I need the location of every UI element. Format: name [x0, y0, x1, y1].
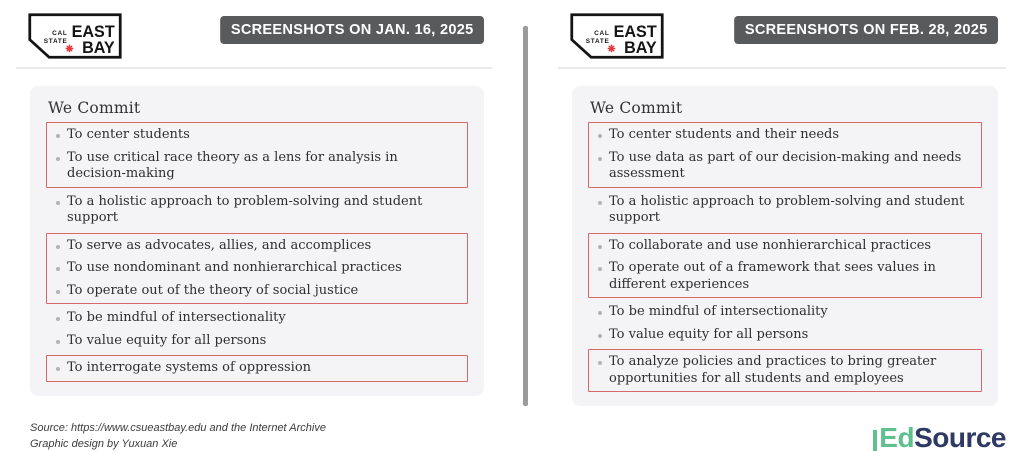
source-line: Source: https://www.csueastbay.edu and the Internet Archive	[30, 422, 326, 434]
bullet-icon	[598, 201, 602, 205]
commit-item-text: To operate out of a framework that sees values in different experiences	[609, 260, 936, 292]
vertical-divider	[523, 26, 528, 406]
panel-header	[16, 12, 494, 60]
commit-list-item	[597, 124, 973, 147]
footer	[0, 406, 1024, 451]
commit-item-text: To operate out of the theory of social justice	[67, 282, 359, 298]
card-heading: We Commit	[590, 99, 683, 117]
bullet-icon	[598, 311, 602, 315]
commit-list-item	[55, 280, 459, 303]
bullet-icon	[598, 134, 602, 138]
commit-item-text: To collaborate and use nonhierarchical practices	[609, 237, 932, 253]
commit-list	[46, 122, 468, 382]
commit-item-text: To be mindful of intersectionality	[609, 304, 828, 319]
highlighted-group	[588, 233, 982, 299]
commit-list-item	[597, 351, 973, 390]
logo-cal-text: CAL	[594, 30, 610, 38]
panel-jan-16	[16, 12, 494, 406]
commit-item-text: To value equity for all persons	[609, 326, 809, 342]
screenshot-date-badge: SCREENSHOTS ON JAN. 16, 2025	[220, 16, 484, 44]
panel-header	[558, 12, 1008, 60]
logo-star-icon	[66, 45, 72, 51]
commit-item-text: To a holistic approach to problem-solving and student support	[67, 193, 423, 225]
cal-state-east-bay-logo	[567, 12, 667, 60]
logo-bay-text: BAY	[82, 39, 115, 58]
commit-list-item	[597, 191, 973, 230]
commit-list-item	[597, 147, 973, 186]
plain-group	[588, 300, 982, 347]
commit-list-item	[597, 235, 973, 258]
logo-east-text: EAST	[71, 22, 115, 41]
bullet-icon	[56, 267, 60, 271]
commit-item-text: To serve as advocates, allies, and accomplices	[67, 237, 372, 253]
commit-list-item	[55, 124, 459, 147]
logo-state-text: STATE	[43, 37, 68, 45]
commit-item-text: To use nondominant and nonhierarchical practices	[67, 260, 402, 275]
header-divider-line	[16, 67, 492, 69]
card-heading: We Commit	[48, 99, 141, 117]
highlighted-group	[46, 233, 468, 305]
bullet-icon	[56, 317, 60, 321]
commit-list-item	[55, 330, 459, 353]
bullet-icon	[56, 157, 60, 161]
highlighted-group	[46, 122, 468, 188]
logo-state-text: STATE	[585, 37, 610, 45]
bullet-icon	[56, 290, 60, 294]
commit-item-text: To interrogate systems of oppression	[67, 360, 312, 375]
bullet-icon	[56, 201, 60, 205]
highlighted-group	[46, 355, 468, 382]
commit-list	[588, 122, 982, 392]
header-divider-line	[558, 67, 1006, 69]
bullet-icon	[598, 334, 602, 338]
bullet-icon	[598, 157, 602, 161]
bullet-icon	[56, 245, 60, 249]
edsource-logo-bar	[873, 430, 877, 451]
commit-item-text: To value equity for all persons	[67, 332, 267, 348]
edsource-logo	[873, 422, 1006, 451]
commit-list-item	[55, 307, 459, 330]
source-note	[30, 420, 326, 451]
panel-feb-28	[558, 12, 1008, 406]
commit-list-item	[55, 147, 459, 186]
commit-item-text: To analyze policies and practices to bring greater opportunities for all students and employees	[609, 354, 937, 386]
bullet-icon	[56, 340, 60, 344]
edsource-logo-source: Source	[914, 422, 1006, 451]
commit-list-item	[597, 324, 973, 347]
screenshot-date-badge: SCREENSHOTS ON FEB. 28, 2025	[734, 16, 998, 44]
logo-bay-text: BAY	[624, 39, 657, 58]
bullet-icon	[598, 245, 602, 249]
commit-item-text: To use data as part of our decision-making and needs assessment	[609, 149, 962, 181]
bullet-icon	[598, 267, 602, 271]
cal-state-east-bay-logo	[25, 12, 125, 60]
commit-card	[30, 86, 484, 396]
edsource-logo-ed: Ed	[879, 422, 915, 451]
highlighted-group	[588, 349, 982, 392]
commit-list-item	[597, 301, 973, 324]
commit-list-item	[55, 191, 459, 230]
credit-line: Graphic design by Yuxuan Xie	[30, 438, 178, 450]
commit-list-item	[597, 257, 973, 296]
commit-item-text: To a holistic approach to problem-solving and student support	[609, 193, 965, 225]
commit-card	[572, 86, 998, 406]
commit-item-text: To center students	[67, 127, 190, 142]
plain-group	[46, 190, 468, 231]
highlighted-group	[588, 122, 982, 188]
bullet-icon	[56, 367, 60, 371]
plain-group	[46, 306, 468, 353]
commit-list-item	[55, 357, 459, 380]
bullet-icon	[56, 134, 60, 138]
plain-group	[588, 190, 982, 231]
commit-list-item	[55, 235, 459, 258]
commit-list-item	[55, 257, 459, 280]
logo-east-text: EAST	[613, 22, 657, 41]
commit-item-text: To center students and their needs	[609, 127, 840, 142]
bullet-icon	[598, 361, 602, 365]
commit-item-text: To be mindful of intersectionality	[67, 310, 286, 325]
logo-cal-text: CAL	[52, 30, 68, 38]
logo-star-icon	[608, 45, 614, 51]
commit-item-text: To use critical race theory as a lens for analysis in decision-making	[67, 149, 398, 181]
